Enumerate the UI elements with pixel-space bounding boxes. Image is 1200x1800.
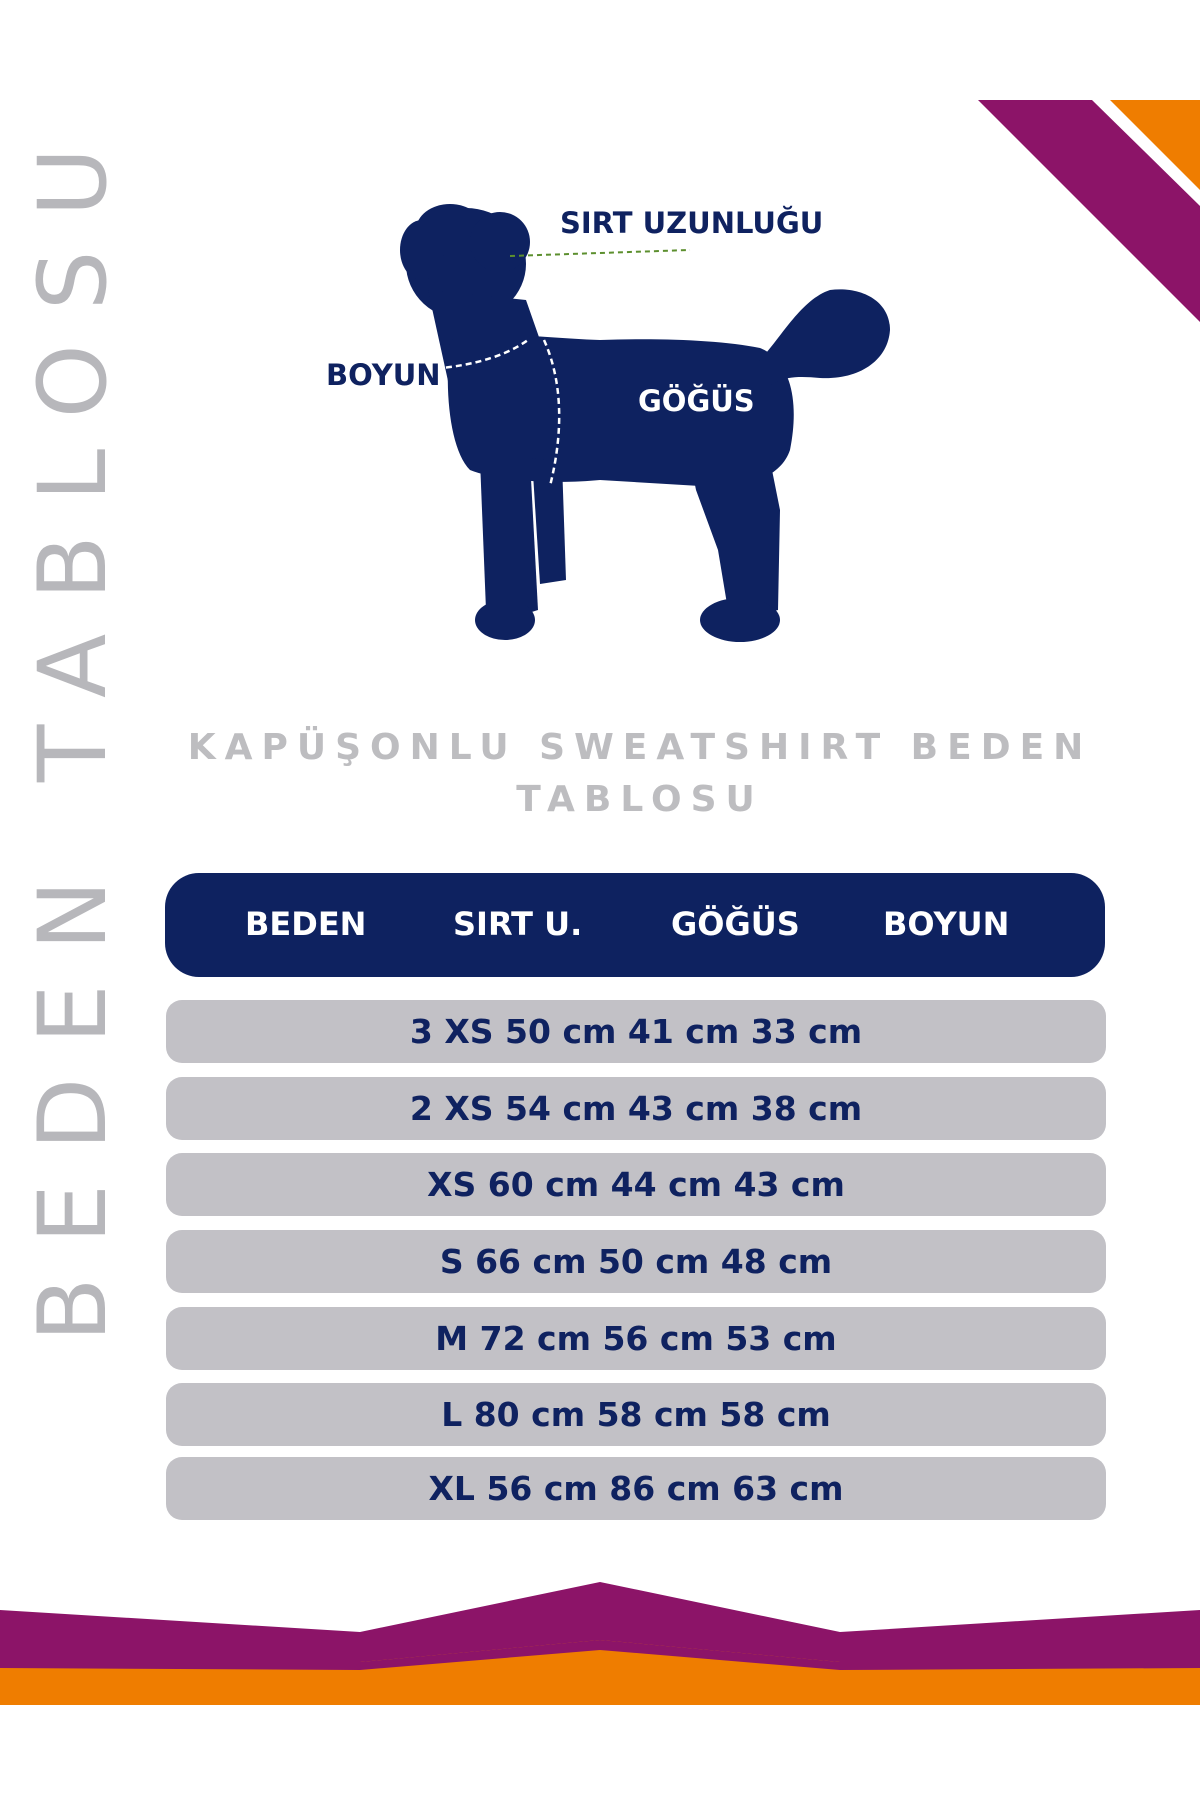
subtitle-line-2: TABLOSU	[516, 779, 764, 820]
subtitle-line-1: KAPÜŞONLU SWEATSHIRT BEDEN	[187, 727, 1093, 768]
header-size: BEDEN	[245, 905, 367, 943]
dog-measurement-diagram	[300, 190, 940, 670]
header-back-length: SIRT U.	[453, 905, 583, 943]
chest-label: GÖĞÜS	[638, 384, 755, 418]
table-row: L 80 cm 58 cm 58 cm	[166, 1383, 1106, 1446]
table-row: XS 60 cm 44 cm 43 cm	[166, 1153, 1106, 1216]
table-row: M 72 cm 56 cm 53 cm	[166, 1307, 1106, 1370]
size-table-header	[165, 873, 1105, 977]
bottom-stripes-decoration	[0, 1570, 1200, 1705]
table-row: 3 XS 50 cm 41 cm 33 cm	[166, 1000, 1106, 1063]
header-chest: GÖĞÜS	[671, 905, 800, 943]
table-row: S 66 cm 50 cm 48 cm	[166, 1230, 1106, 1293]
neck-label: BOYUN	[326, 358, 441, 392]
dog-silhouette	[300, 190, 940, 670]
size-chart-subtitle	[160, 722, 1120, 826]
header-neck: BOYUN	[883, 905, 1010, 943]
table-row: 2 XS 54 cm 43 cm 38 cm	[166, 1077, 1106, 1140]
table-row: XL 56 cm 86 cm 63 cm	[166, 1457, 1106, 1520]
vertical-page-title: BEDEN TABLOSU	[18, 113, 128, 1342]
back-length-label: SIRT UZUNLUĞU	[560, 206, 824, 240]
